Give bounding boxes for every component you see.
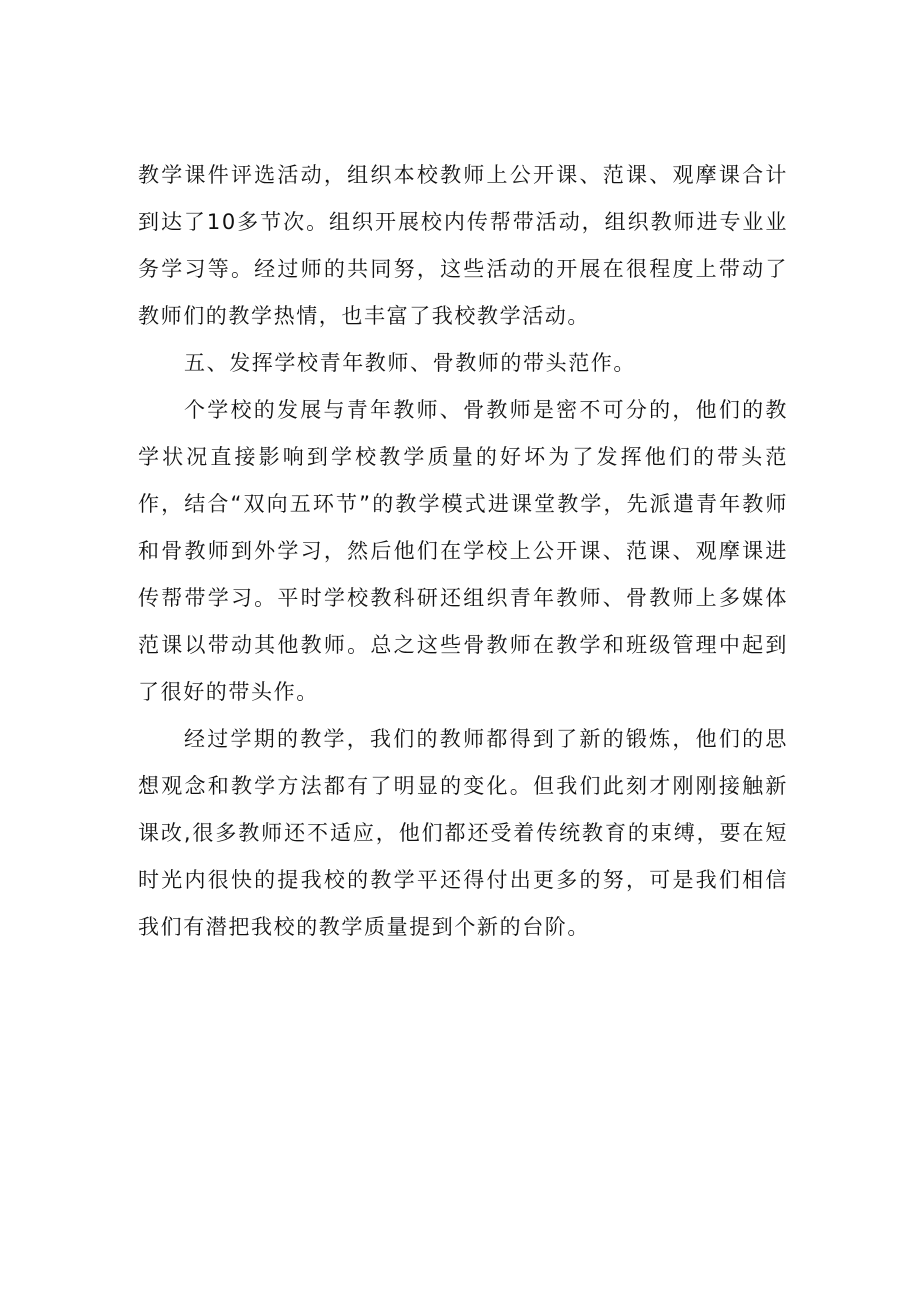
section-heading-five: 五、发挥学校青年教师、骨教师的带头范作。 xyxy=(184,351,636,375)
paragraph-young-teachers: 个学校的发展与青年教师、骨教师是密不可分的，他们的教学状况直接影响到学校教学质量的好坏为了发挥他们的带头范作，结合“双向五环节”的教学模式进课堂教学，先派遣青年教师和骨教师到外学习，然后他们在学校上公开课、范课、观摩课进传帮带学习。平时学校教科研还组织青年教师、骨教师上多媒体范课以带动其他教师。总之这些骨教师在教学和班级管理中起到了很好的带头作。 xyxy=(138,398,788,704)
document-body xyxy=(138,152,788,951)
paragraph-activities: 教学课件评选活动，组织本校教师上公开课、范课、观摩课合计到达了10多节次。组织开展校内传帮带活动，组织教师进专业业务学习等。经过师的共同努，这些活动的开展在很程度上带动了教师们的教学热情，也丰富了我校教学活动。 xyxy=(138,163,788,328)
paragraph-conclusion: 经过学期的教学，我们的教师都得到了新的锻炼，他们的思想观念和教学方法都有了明显的变化。但我们此刻才刚刚接触新课改,很多教师还不适应，他们都还受着传统教育的束缚，要在短时光内很快的提我校的教学平还得付出更多的努，可是我们相信我们有潜把我校的教学质量提到个新的台阶。 xyxy=(138,727,788,939)
